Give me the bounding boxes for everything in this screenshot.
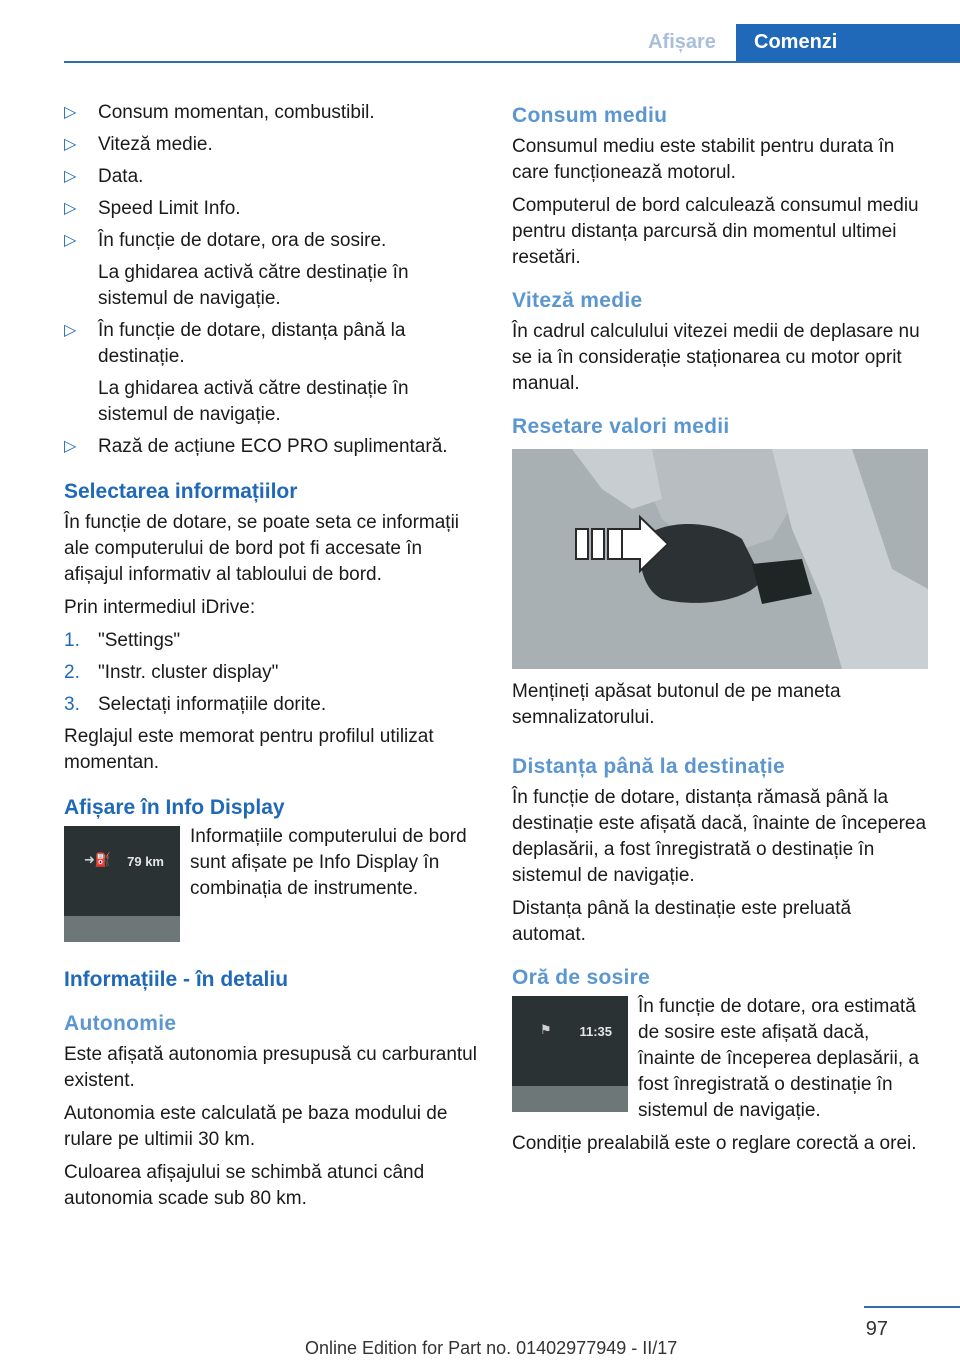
paragraph-distanta-1: În funcție de dotare, distanța rămasă până la destinație este afișată dacă, înainte de începerea deplasării, a fost înregistrată o destinație în sistemul de navigație. (512, 787, 927, 886)
paragraph-autonomie-1: Este afișată autonomia presupusă cu carburantul existent. (64, 1044, 477, 1091)
tab-afisare[interactable]: Afișare (648, 31, 716, 53)
left-column (64, 100, 480, 1219)
destination-flag-icon: ⚑ (540, 1022, 552, 1037)
paragraph-resetare: Mențineți apăsat butonul de pe maneta semnalizatorului. (512, 681, 841, 728)
list-item: ▷ Consum momentan, combustibil. (64, 100, 480, 126)
heading-distanta: Distanța până la destinație (512, 755, 786, 778)
heading-afisare-info-display: Afișare în Info Display (64, 796, 285, 819)
heading-selectarea: Selectarea informațiilor (64, 480, 298, 503)
paragraph-afisare: Informațiile computerului de bord sunt afișate pe Info Display în combinația de instrumente. (190, 826, 467, 899)
list-item: ▷ Rază de acțiune ECO PRO suplimentară. (64, 434, 480, 460)
info-display-image (64, 826, 180, 942)
triangle-bullet-icon: ▷ (64, 232, 77, 249)
heading-detaliu: Informațiile - în detaliu (64, 968, 289, 991)
steps-list (64, 628, 480, 718)
header-rule (64, 61, 960, 63)
triangle-bullet-icon: ▷ (64, 168, 77, 185)
footer-rule (864, 1306, 960, 1308)
paragraph-selectarea: În funcție de dotare, se poate seta ce informații ale computerului de bord pot fi accesate în afișajul informativ al tabloului de bord. (64, 512, 460, 585)
paragraph-autonomie-3: Culoarea afișajului se schimbă atunci când autonomia scade sub 80 km. (64, 1162, 425, 1209)
tab-comenzi[interactable]: Comenzi (736, 24, 960, 61)
paragraph-conditie: Condiție prealabilă este o reglare corectă a orei. (512, 1133, 917, 1154)
list-item: ▷ În funcție de dotare, ora de sosire. La ghidarea activă către destinație în sistemul de navigație. (64, 230, 409, 309)
heading-resetare: Resetare valori medii (512, 415, 730, 438)
triangle-bullet-icon: ▷ (64, 104, 77, 121)
afisare-block (64, 826, 480, 942)
page-number: 97 (865, 1318, 888, 1340)
step-item: 3. Selectați informațiile dorite. (64, 694, 327, 715)
paragraph-viteza: În cadrul calculului vitezei medii de deplasare nu se ia în considerație staționarea cu motor oprit manual. (512, 321, 920, 394)
triangle-bullet-icon: ▷ (64, 136, 77, 153)
triangle-bullet-icon: ▷ (64, 200, 77, 217)
heading-viteza-medie: Viteză medie (512, 289, 643, 312)
paragraph-consum-2: Computerul de bord calculează consumul mediu pentru distanța parcursă din momentul ultimei resetări. (512, 195, 919, 268)
right-column (512, 100, 928, 1164)
ora-block (512, 996, 928, 1131)
heading-consum-mediu: Consum mediu (512, 104, 668, 127)
triangle-bullet-icon: ▷ (64, 438, 77, 455)
triangle-bullet-icon: ▷ (64, 322, 77, 339)
paragraph-reglaj: Reglajul este memorat pentru profilul utilizat momentan. (64, 726, 434, 773)
list-item: ▷ Speed Limit Info. (64, 196, 480, 222)
paragraph-ora: În funcție de dotare, ora estimată de sosire este afișată dacă, înainte de începerea deplasării, a fost înregistrată o destinație în sistemul de navigație. (638, 996, 919, 1121)
list-item: ▷ Data. (64, 164, 480, 190)
info-bullet-list (64, 100, 480, 460)
paragraph-consum-1: Consumul mediu este stabilit pentru durata în care funcționează motorul. (512, 136, 895, 183)
step-item: 2. "Instr. cluster display" (64, 662, 279, 683)
fuel-range-icon: ➜⛽ (84, 852, 112, 867)
paragraph-distanta-2: Distanța până la destinație este preluată automat. (512, 898, 852, 945)
range-readout: 79 km (127, 854, 164, 869)
paragraph-idrive: Prin intermediul iDrive: (64, 597, 256, 618)
heading-autonomie: Autonomie (64, 1012, 177, 1035)
list-item: ▷ Viteză medie. (64, 132, 480, 158)
list-item: ▷ În funcție de dotare, distanța până la destinație. La ghidarea activă către destinație în sistemul de navigație. (64, 320, 409, 425)
turn-signal-lever-photo (512, 449, 928, 669)
paragraph-autonomie-2: Autonomia este calculată pe baza modului de rulare pe ultimii 30 km. (64, 1103, 448, 1150)
arrival-time-display-image (512, 996, 628, 1112)
arrival-time-readout: 11:35 (579, 1024, 612, 1039)
edition-text: Online Edition for Part no. 01402977949 - II/17 (305, 1338, 678, 1358)
step-item: 1. "Settings" (64, 630, 181, 651)
heading-ora-sosire: Oră de sosire (512, 966, 651, 989)
